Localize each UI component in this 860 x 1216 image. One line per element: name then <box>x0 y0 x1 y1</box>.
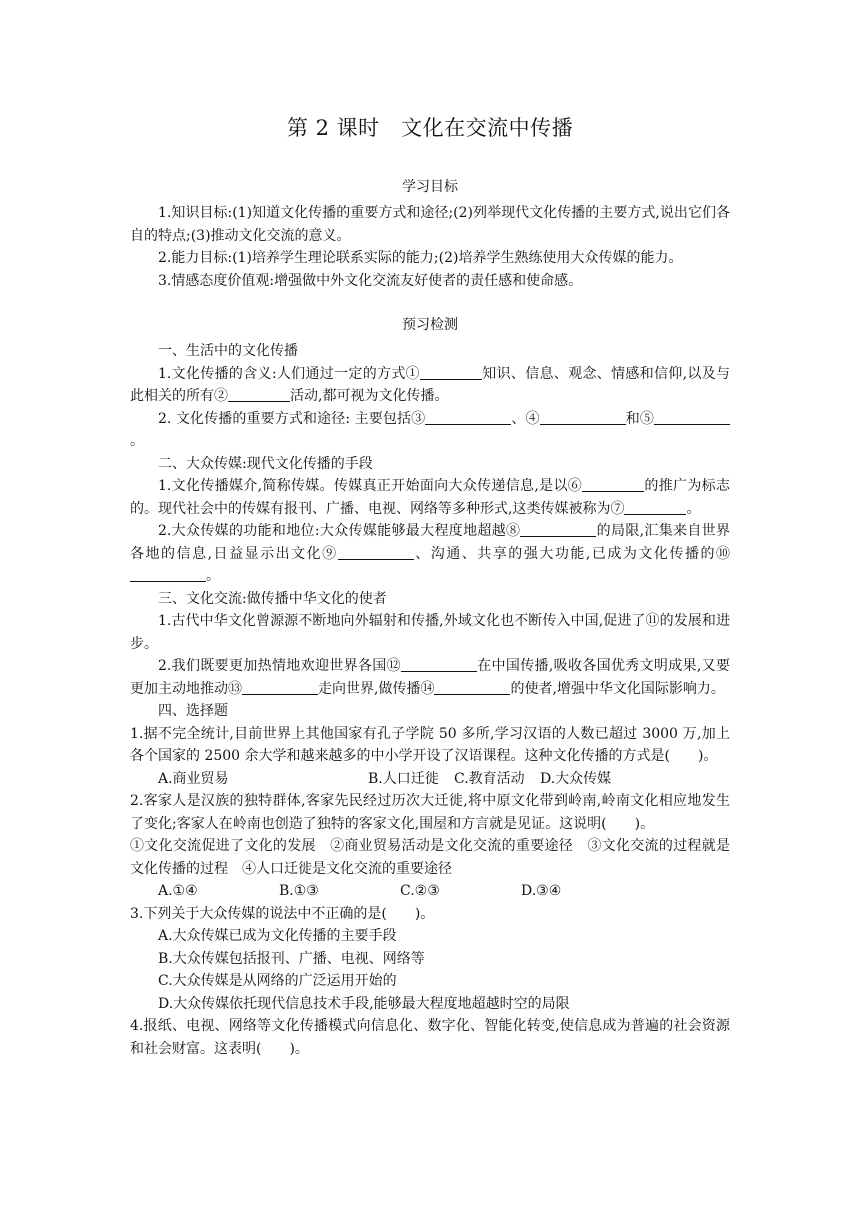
answer-blank[interactable] <box>425 409 511 425</box>
document-page <box>130 112 730 1060</box>
preview-heading: 预习检测 <box>402 317 458 333</box>
mc-option[interactable]: A.①④ <box>158 883 198 899</box>
answer-blank[interactable] <box>520 521 596 537</box>
mc-option[interactable]: C.教育活动 <box>454 770 525 787</box>
mc-option[interactable]: D.大众传媒依托现代信息技术手段,能够最大程度地超越时空的局限 <box>158 995 570 1012</box>
section-title: 四、选择题 <box>158 703 228 719</box>
question: 1.古代中华文化曾源源不断地向外辐射和传播,外域文化也不断传入中国,促进了⑪的发展和进步。 <box>130 613 730 652</box>
answer-blank[interactable] <box>654 409 730 425</box>
page-title: 第 2 课时 文化在交流中传播 <box>286 116 574 140</box>
goal-item: 3.情感态度价值观:增强做中外文化交流友好使者的责任感和使命感。 <box>158 272 583 289</box>
answer-blank[interactable] <box>130 566 206 582</box>
mc-option[interactable]: A.商业贸易 <box>158 770 229 787</box>
answer-blank[interactable] <box>401 656 477 672</box>
mc-option[interactable]: B.大众传媒包括报刊、广播、电视、网络等 <box>158 950 425 967</box>
mc-question: 1.据不完全统计,目前世界上其他国家有孔子学院 50 多所,学习汉语的人数已超过 3000 万,加上各个国家的 2500 余大学和越来越多的中小学开设了汉语课程。这种文化传播的方式是( )。 <box>130 725 730 764</box>
mc-statements: ①文化交流促进了文化的发展 ②商业贸易活动是文化交流的重要途径 ③文化交流的过程就是文化传播的过程 ④人口迁徙是文化交流的重要途径 <box>130 838 730 877</box>
answer-blank[interactable] <box>624 499 686 515</box>
mc-option[interactable]: D.大众传媒 <box>540 770 612 787</box>
mc-question: 3.下列关于大众传媒的说法中不正确的是( )。 <box>130 905 435 922</box>
section-title: 三、文化交流:做传播中华文化的使者 <box>158 590 387 607</box>
section-title: 一、生活中的文化传播 <box>158 343 298 359</box>
mc-option[interactable]: C.大众传媒是从网络的广泛运用开始的 <box>158 973 397 989</box>
mc-option[interactable]: B.①③ <box>279 883 319 899</box>
mc-options <box>130 880 730 903</box>
mc-option[interactable]: C.②③ <box>400 883 440 899</box>
question: 2.我们既要更加热情地欢迎世界各国⑫ 在中国传播,吸收各国优秀文明成果,又要更加主动地推动⑬ 走向世界,做传播⑭ 的使者,增强中华文化国际影响力。 <box>130 658 730 697</box>
answer-blank[interactable] <box>540 409 626 425</box>
mc-option[interactable]: B.人口迁徙 <box>368 770 439 787</box>
question: 2.大众传媒的功能和地位:大众传媒能够最大程度地超越⑧ 的局限,汇集来自世界各地的信息,日益显示出文化⑨ 、沟通、共享的强大功能,已成为文化传播的⑩。 <box>130 523 730 584</box>
mc-option[interactable]: A.大众传媒已成为文化传播的主要手段 <box>158 928 397 944</box>
answer-blank[interactable] <box>582 476 644 492</box>
answer-blank[interactable] <box>242 679 318 695</box>
question: 1.文化传播媒介,简称传媒。传媒真正开始面向大众传递信息,是以⑥ 的推广为标志的。现代社会中的传媒有报刊、广播、电视、网络等多种形式,这类传媒被称为⑦ 。 <box>130 478 730 517</box>
goal-item: 2.能力目标:(1)培养学生理论联系实际的能力;(2)培养学生熟练使用大众传媒的能力。 <box>158 250 683 266</box>
question: 1.文化传播的含义:人们通过一定的方式① 知识、信息、观念、情感和信仰,以及与此相关的所有② 活动,都可视为文化传播。 <box>130 365 730 404</box>
answer-blank[interactable] <box>434 679 510 695</box>
answer-blank[interactable] <box>228 386 290 402</box>
goals-heading: 学习目标 <box>402 179 458 195</box>
question: 2. 文化传播的重要方式和途径: 主要包括③ 、④ 和⑤。 <box>130 408 730 453</box>
mc-option[interactable]: D.③④ <box>521 883 562 899</box>
mc-question: 2.客家人是汉族的独特群体,客家先民经过历次大迁徙,将中原文化带到岭南,岭南文化相应地发生了变化;客家人在岭南也创造了独特的客家文化,围屋和方言就是见证。这说明( )。 <box>130 793 730 832</box>
answer-blank[interactable] <box>420 364 482 380</box>
section-title: 二、大众传媒:现代文化传播的手段 <box>158 455 373 472</box>
goal-item: 1.知识目标:(1)知道文化传播的重要方式和途径;(2)列举现代文化传播的主要方式,说出它们各自的特点;(3)推动文化交流的意义。 <box>130 205 730 244</box>
mc-question: 4.报纸、电视、网络等文化传播模式向信息化、数字化、智能化转变,使信息成为普遍的社会资源和社会财富。这表明( )。 <box>130 1018 730 1057</box>
answer-blank[interactable] <box>338 544 414 560</box>
mc-options <box>130 768 730 791</box>
